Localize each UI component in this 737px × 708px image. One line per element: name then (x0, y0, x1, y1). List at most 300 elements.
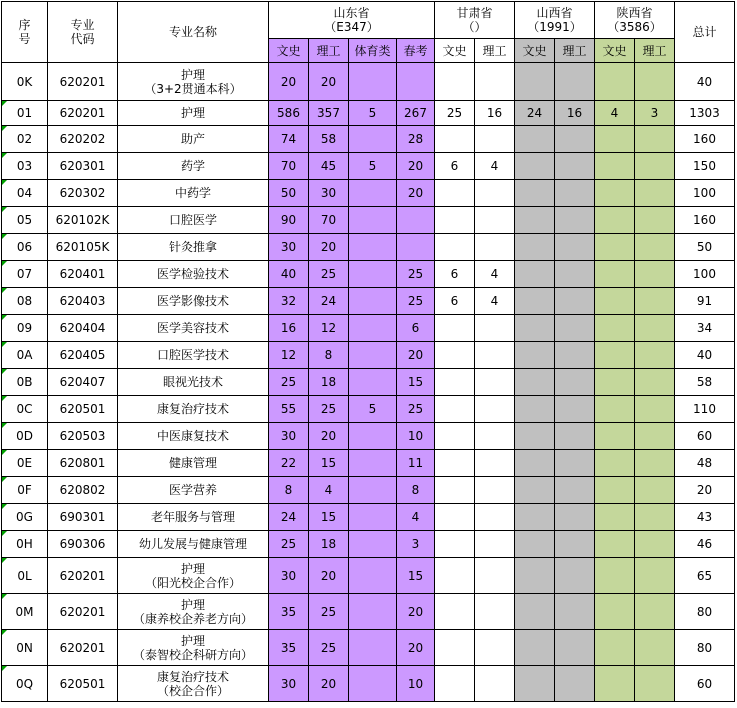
cell-shandong-ligong[interactable]: 20 (309, 558, 349, 594)
cell-shanxi-wenshi[interactable] (515, 504, 555, 531)
cell-shandong-ligong[interactable]: 24 (309, 288, 349, 315)
cell-total[interactable]: 58 (675, 369, 735, 396)
cell-gansu-ligong[interactable] (475, 342, 515, 369)
cell-major-name[interactable]: 医学影像技术 (118, 288, 269, 315)
cell-shandong-ligong[interactable]: 58 (309, 126, 349, 153)
cell-seq[interactable]: 0M (2, 594, 48, 630)
cell-shandong-ligong[interactable]: 25 (309, 261, 349, 288)
cell-shandong-tiyu[interactable] (349, 666, 397, 702)
cell-shanxi-wenshi[interactable] (515, 396, 555, 423)
cell-shanxi-wenshi[interactable] (515, 315, 555, 342)
cell-total[interactable]: 34 (675, 315, 735, 342)
cell-total[interactable]: 80 (675, 630, 735, 666)
cell-code[interactable]: 620201 (48, 101, 118, 126)
cell-shandong-wenshi[interactable]: 30 (269, 234, 309, 261)
cell-shandong-chunkao[interactable]: 11 (397, 450, 435, 477)
cell-code[interactable]: 620407 (48, 369, 118, 396)
cell-major-name[interactable]: 护理 (118, 101, 269, 126)
cell-shaanxi-wenshi[interactable] (595, 180, 635, 207)
cell-shaanxi-ligong[interactable] (635, 63, 675, 101)
cell-shandong-wenshi[interactable]: 25 (269, 369, 309, 396)
cell-shandong-ligong[interactable]: 15 (309, 504, 349, 531)
cell-shanxi-ligong[interactable] (555, 450, 595, 477)
cell-shaanxi-wenshi[interactable] (595, 666, 635, 702)
cell-shandong-wenshi[interactable]: 35 (269, 630, 309, 666)
cell-shandong-chunkao[interactable]: 3 (397, 531, 435, 558)
cell-shandong-wenshi[interactable]: 74 (269, 126, 309, 153)
cell-shanxi-wenshi[interactable] (515, 666, 555, 702)
cell-shanxi-ligong[interactable] (555, 342, 595, 369)
cell-shanxi-ligong[interactable] (555, 531, 595, 558)
cell-shaanxi-wenshi[interactable] (595, 504, 635, 531)
cell-shanxi-wenshi[interactable] (515, 450, 555, 477)
cell-gansu-ligong[interactable] (475, 369, 515, 396)
cell-shanxi-ligong[interactable] (555, 315, 595, 342)
cell-shandong-tiyu[interactable] (349, 630, 397, 666)
cell-gansu-ligong[interactable] (475, 666, 515, 702)
cell-shandong-chunkao[interactable] (397, 207, 435, 234)
cell-shandong-tiyu[interactable] (349, 126, 397, 153)
cell-shandong-ligong[interactable]: 20 (309, 666, 349, 702)
cell-shanxi-ligong[interactable] (555, 63, 595, 101)
cell-shandong-tiyu[interactable] (349, 369, 397, 396)
cell-gansu-wenshi[interactable] (435, 315, 475, 342)
cell-shaanxi-wenshi[interactable] (595, 630, 635, 666)
cell-shandong-tiyu[interactable] (349, 477, 397, 504)
cell-shaanxi-wenshi[interactable] (595, 315, 635, 342)
cell-gansu-wenshi[interactable] (435, 666, 475, 702)
cell-gansu-ligong[interactable] (475, 396, 515, 423)
cell-shandong-ligong[interactable]: 12 (309, 315, 349, 342)
cell-shandong-wenshi[interactable]: 32 (269, 288, 309, 315)
cell-shanxi-wenshi[interactable] (515, 63, 555, 101)
cell-total[interactable]: 100 (675, 180, 735, 207)
cell-code[interactable]: 620201 (48, 630, 118, 666)
cell-gansu-wenshi[interactable]: 6 (435, 153, 475, 180)
cell-seq[interactable]: 07 (2, 261, 48, 288)
cell-shandong-chunkao[interactable]: 20 (397, 180, 435, 207)
cell-seq[interactable]: 0C (2, 396, 48, 423)
cell-gansu-ligong[interactable]: 16 (475, 101, 515, 126)
cell-seq[interactable]: 0L (2, 558, 48, 594)
cell-total[interactable]: 43 (675, 504, 735, 531)
cell-shandong-tiyu[interactable] (349, 234, 397, 261)
cell-shandong-tiyu[interactable] (349, 504, 397, 531)
cell-shandong-wenshi[interactable]: 35 (269, 594, 309, 630)
cell-shaanxi-wenshi[interactable] (595, 396, 635, 423)
cell-shandong-wenshi[interactable]: 12 (269, 342, 309, 369)
cell-shandong-chunkao[interactable]: 267 (397, 101, 435, 126)
cell-shaanxi-wenshi[interactable] (595, 288, 635, 315)
cell-shandong-ligong[interactable]: 25 (309, 396, 349, 423)
cell-shandong-chunkao[interactable]: 10 (397, 666, 435, 702)
cell-shandong-ligong[interactable]: 18 (309, 369, 349, 396)
cell-code[interactable]: 620105K (48, 234, 118, 261)
cell-shanxi-ligong[interactable] (555, 594, 595, 630)
cell-gansu-ligong[interactable] (475, 207, 515, 234)
cell-major-name[interactable]: 护理 （泰智校企科研方向） (118, 630, 269, 666)
cell-shanxi-wenshi[interactable] (515, 288, 555, 315)
cell-shanxi-ligong[interactable] (555, 288, 595, 315)
cell-shaanxi-ligong[interactable] (635, 180, 675, 207)
cell-major-name[interactable]: 针灸推拿 (118, 234, 269, 261)
cell-shanxi-ligong[interactable] (555, 261, 595, 288)
cell-shaanxi-wenshi[interactable]: 4 (595, 101, 635, 126)
cell-shandong-ligong[interactable]: 45 (309, 153, 349, 180)
cell-shanxi-wenshi[interactable] (515, 342, 555, 369)
cell-seq[interactable]: 08 (2, 288, 48, 315)
cell-code[interactable]: 690306 (48, 531, 118, 558)
cell-code[interactable]: 690301 (48, 504, 118, 531)
cell-seq[interactable]: 0A (2, 342, 48, 369)
cell-gansu-ligong[interactable]: 4 (475, 288, 515, 315)
cell-shanxi-ligong[interactable] (555, 666, 595, 702)
cell-total[interactable]: 20 (675, 477, 735, 504)
cell-shandong-ligong[interactable]: 25 (309, 630, 349, 666)
cell-total[interactable]: 65 (675, 558, 735, 594)
cell-shanxi-ligong[interactable] (555, 558, 595, 594)
cell-code[interactable]: 620802 (48, 477, 118, 504)
cell-gansu-ligong[interactable] (475, 630, 515, 666)
cell-shandong-tiyu[interactable] (349, 63, 397, 101)
cell-shandong-ligong[interactable]: 25 (309, 594, 349, 630)
cell-shanxi-wenshi[interactable] (515, 369, 555, 396)
cell-shanxi-ligong[interactable] (555, 234, 595, 261)
cell-code[interactable]: 620201 (48, 558, 118, 594)
cell-shandong-tiyu[interactable] (349, 180, 397, 207)
cell-shandong-chunkao[interactable] (397, 63, 435, 101)
cell-shandong-chunkao[interactable]: 6 (397, 315, 435, 342)
cell-total[interactable]: 91 (675, 288, 735, 315)
cell-shandong-tiyu[interactable] (349, 594, 397, 630)
cell-shandong-ligong[interactable]: 4 (309, 477, 349, 504)
cell-shaanxi-wenshi[interactable] (595, 234, 635, 261)
cell-major-name[interactable]: 口腔医学 (118, 207, 269, 234)
cell-gansu-ligong[interactable] (475, 126, 515, 153)
cell-shandong-wenshi[interactable]: 55 (269, 396, 309, 423)
cell-shandong-tiyu[interactable] (349, 261, 397, 288)
cell-gansu-wenshi[interactable] (435, 531, 475, 558)
cell-shanxi-ligong[interactable]: 16 (555, 101, 595, 126)
cell-major-name[interactable]: 药学 (118, 153, 269, 180)
cell-shandong-chunkao[interactable] (397, 234, 435, 261)
cell-shaanxi-ligong[interactable] (635, 261, 675, 288)
cell-shandong-chunkao[interactable]: 28 (397, 126, 435, 153)
cell-total[interactable]: 110 (675, 396, 735, 423)
cell-shandong-chunkao[interactable]: 10 (397, 423, 435, 450)
cell-code[interactable]: 620405 (48, 342, 118, 369)
cell-gansu-wenshi[interactable] (435, 369, 475, 396)
cell-shandong-tiyu[interactable] (349, 342, 397, 369)
cell-shandong-wenshi[interactable]: 16 (269, 315, 309, 342)
cell-seq[interactable]: 04 (2, 180, 48, 207)
cell-shaanxi-wenshi[interactable] (595, 369, 635, 396)
cell-shandong-wenshi[interactable]: 20 (269, 63, 309, 101)
cell-seq[interactable]: 06 (2, 234, 48, 261)
cell-shandong-chunkao[interactable]: 20 (397, 153, 435, 180)
cell-total[interactable]: 160 (675, 207, 735, 234)
cell-shaanxi-wenshi[interactable] (595, 450, 635, 477)
cell-shandong-ligong[interactable]: 8 (309, 342, 349, 369)
cell-total[interactable]: 60 (675, 423, 735, 450)
cell-shandong-ligong[interactable]: 15 (309, 450, 349, 477)
cell-seq[interactable]: 02 (2, 126, 48, 153)
cell-seq[interactable]: 0K (2, 63, 48, 101)
cell-major-name[interactable]: 中药学 (118, 180, 269, 207)
cell-shaanxi-wenshi[interactable] (595, 342, 635, 369)
cell-major-name[interactable]: 口腔医学技术 (118, 342, 269, 369)
cell-gansu-wenshi[interactable] (435, 396, 475, 423)
cell-shaanxi-ligong[interactable]: 3 (635, 101, 675, 126)
cell-total[interactable]: 150 (675, 153, 735, 180)
cell-shandong-ligong[interactable]: 357 (309, 101, 349, 126)
cell-shaanxi-ligong[interactable] (635, 288, 675, 315)
cell-shaanxi-ligong[interactable] (635, 477, 675, 504)
cell-shanxi-wenshi[interactable]: 24 (515, 101, 555, 126)
cell-shandong-wenshi[interactable]: 40 (269, 261, 309, 288)
cell-gansu-wenshi[interactable] (435, 207, 475, 234)
cell-seq[interactable]: 05 (2, 207, 48, 234)
cell-shaanxi-ligong[interactable] (635, 153, 675, 180)
cell-shandong-tiyu[interactable]: 5 (349, 396, 397, 423)
cell-shandong-tiyu[interactable] (349, 423, 397, 450)
cell-code[interactable]: 620404 (48, 315, 118, 342)
cell-gansu-wenshi[interactable]: 6 (435, 288, 475, 315)
cell-shanxi-ligong[interactable] (555, 477, 595, 504)
cell-shandong-wenshi[interactable]: 30 (269, 558, 309, 594)
cell-shanxi-ligong[interactable] (555, 180, 595, 207)
cell-gansu-ligong[interactable] (475, 450, 515, 477)
cell-shaanxi-ligong[interactable] (635, 369, 675, 396)
cell-shandong-chunkao[interactable]: 25 (397, 288, 435, 315)
cell-shanxi-ligong[interactable] (555, 369, 595, 396)
cell-gansu-wenshi[interactable] (435, 558, 475, 594)
cell-gansu-ligong[interactable]: 4 (475, 153, 515, 180)
cell-major-name[interactable]: 医学营养 (118, 477, 269, 504)
cell-total[interactable]: 40 (675, 63, 735, 101)
cell-code[interactable]: 620302 (48, 180, 118, 207)
cell-shandong-chunkao[interactable]: 20 (397, 594, 435, 630)
cell-gansu-ligong[interactable] (475, 558, 515, 594)
cell-major-name[interactable]: 护理 （阳光校企合作） (118, 558, 269, 594)
cell-shaanxi-ligong[interactable] (635, 315, 675, 342)
cell-seq[interactable]: 0N (2, 630, 48, 666)
cell-code[interactable]: 620501 (48, 666, 118, 702)
cell-major-name[interactable]: 康复治疗技术 （校企合作） (118, 666, 269, 702)
cell-gansu-wenshi[interactable] (435, 504, 475, 531)
cell-shanxi-ligong[interactable] (555, 504, 595, 531)
cell-shaanxi-ligong[interactable] (635, 504, 675, 531)
cell-major-name[interactable]: 幼儿发展与健康管理 (118, 531, 269, 558)
cell-gansu-wenshi[interactable]: 6 (435, 261, 475, 288)
cell-shanxi-wenshi[interactable] (515, 531, 555, 558)
cell-major-name[interactable]: 健康管理 (118, 450, 269, 477)
cell-major-name[interactable]: 康复治疗技术 (118, 396, 269, 423)
cell-shandong-chunkao[interactable]: 25 (397, 261, 435, 288)
cell-gansu-wenshi[interactable] (435, 423, 475, 450)
cell-total[interactable]: 60 (675, 666, 735, 702)
cell-shanxi-wenshi[interactable] (515, 558, 555, 594)
cell-code[interactable]: 620301 (48, 153, 118, 180)
cell-code[interactable]: 620202 (48, 126, 118, 153)
cell-shanxi-ligong[interactable] (555, 207, 595, 234)
cell-code[interactable]: 620201 (48, 63, 118, 101)
cell-shaanxi-wenshi[interactable] (595, 63, 635, 101)
cell-shanxi-ligong[interactable] (555, 630, 595, 666)
cell-seq[interactable]: 01 (2, 101, 48, 126)
cell-gansu-wenshi[interactable] (435, 234, 475, 261)
cell-shandong-tiyu[interactable] (349, 558, 397, 594)
cell-gansu-ligong[interactable] (475, 315, 515, 342)
cell-shandong-chunkao[interactable]: 8 (397, 477, 435, 504)
cell-shandong-ligong[interactable]: 20 (309, 234, 349, 261)
cell-shaanxi-ligong[interactable] (635, 342, 675, 369)
cell-gansu-ligong[interactable] (475, 423, 515, 450)
cell-shaanxi-ligong[interactable] (635, 396, 675, 423)
cell-gansu-ligong[interactable] (475, 63, 515, 101)
cell-shanxi-ligong[interactable] (555, 396, 595, 423)
cell-seq[interactable]: 09 (2, 315, 48, 342)
cell-shaanxi-wenshi[interactable] (595, 207, 635, 234)
cell-gansu-wenshi[interactable] (435, 477, 475, 504)
cell-gansu-wenshi[interactable] (435, 180, 475, 207)
cell-shaanxi-ligong[interactable] (635, 126, 675, 153)
cell-code[interactable]: 620102K (48, 207, 118, 234)
cell-shandong-wenshi[interactable]: 70 (269, 153, 309, 180)
cell-code[interactable]: 620501 (48, 396, 118, 423)
cell-shaanxi-wenshi[interactable] (595, 477, 635, 504)
cell-gansu-wenshi[interactable] (435, 450, 475, 477)
cell-seq[interactable]: 0E (2, 450, 48, 477)
cell-shanxi-wenshi[interactable] (515, 153, 555, 180)
cell-seq[interactable]: 0H (2, 531, 48, 558)
cell-total[interactable]: 160 (675, 126, 735, 153)
cell-total[interactable]: 80 (675, 594, 735, 630)
cell-gansu-wenshi[interactable]: 25 (435, 101, 475, 126)
cell-total[interactable]: 46 (675, 531, 735, 558)
cell-shandong-ligong[interactable]: 18 (309, 531, 349, 558)
cell-major-name[interactable]: 中医康复技术 (118, 423, 269, 450)
cell-shaanxi-ligong[interactable] (635, 630, 675, 666)
cell-major-name[interactable]: 眼视光技术 (118, 369, 269, 396)
cell-seq[interactable]: 0G (2, 504, 48, 531)
cell-gansu-ligong[interactable] (475, 504, 515, 531)
cell-shaanxi-wenshi[interactable] (595, 423, 635, 450)
cell-shaanxi-ligong[interactable] (635, 558, 675, 594)
cell-shaanxi-ligong[interactable] (635, 423, 675, 450)
cell-major-name[interactable]: 助产 (118, 126, 269, 153)
cell-gansu-ligong[interactable] (475, 477, 515, 504)
cell-gansu-wenshi[interactable] (435, 630, 475, 666)
cell-shandong-tiyu[interactable] (349, 450, 397, 477)
cell-shandong-tiyu[interactable] (349, 207, 397, 234)
cell-gansu-wenshi[interactable] (435, 342, 475, 369)
cell-shandong-ligong[interactable]: 30 (309, 180, 349, 207)
cell-shanxi-wenshi[interactable] (515, 630, 555, 666)
cell-shandong-wenshi[interactable]: 30 (269, 666, 309, 702)
cell-shanxi-ligong[interactable] (555, 153, 595, 180)
cell-shaanxi-wenshi[interactable] (595, 261, 635, 288)
cell-shandong-chunkao[interactable]: 15 (397, 369, 435, 396)
cell-shaanxi-wenshi[interactable] (595, 594, 635, 630)
cell-shaanxi-wenshi[interactable] (595, 153, 635, 180)
cell-shandong-ligong[interactable]: 20 (309, 63, 349, 101)
cell-major-name[interactable]: 老年服务与管理 (118, 504, 269, 531)
cell-gansu-wenshi[interactable] (435, 594, 475, 630)
cell-shaanxi-ligong[interactable] (635, 594, 675, 630)
cell-shaanxi-wenshi[interactable] (595, 126, 635, 153)
cell-seq[interactable]: 0D (2, 423, 48, 450)
cell-shaanxi-ligong[interactable] (635, 207, 675, 234)
cell-code[interactable]: 620403 (48, 288, 118, 315)
cell-shaanxi-wenshi[interactable] (595, 531, 635, 558)
cell-shandong-chunkao[interactable]: 20 (397, 342, 435, 369)
cell-shaanxi-ligong[interactable] (635, 531, 675, 558)
cell-gansu-ligong[interactable] (475, 531, 515, 558)
cell-shanxi-wenshi[interactable] (515, 477, 555, 504)
cell-seq[interactable]: 03 (2, 153, 48, 180)
cell-shandong-tiyu[interactable]: 5 (349, 153, 397, 180)
cell-shanxi-wenshi[interactable] (515, 594, 555, 630)
cell-shandong-ligong[interactable]: 20 (309, 423, 349, 450)
cell-shandong-ligong[interactable]: 70 (309, 207, 349, 234)
cell-shanxi-wenshi[interactable] (515, 126, 555, 153)
cell-shandong-wenshi[interactable]: 24 (269, 504, 309, 531)
cell-shandong-tiyu[interactable] (349, 288, 397, 315)
cell-shandong-wenshi[interactable]: 90 (269, 207, 309, 234)
cell-shandong-wenshi[interactable]: 25 (269, 531, 309, 558)
cell-total[interactable]: 100 (675, 261, 735, 288)
cell-gansu-ligong[interactable] (475, 180, 515, 207)
cell-total[interactable]: 48 (675, 450, 735, 477)
cell-shandong-tiyu[interactable] (349, 531, 397, 558)
cell-total[interactable]: 1303 (675, 101, 735, 126)
cell-shandong-chunkao[interactable]: 15 (397, 558, 435, 594)
cell-major-name[interactable]: 护理 （康养校企养老方向） (118, 594, 269, 630)
cell-seq[interactable]: 0B (2, 369, 48, 396)
cell-shandong-chunkao[interactable]: 4 (397, 504, 435, 531)
cell-shanxi-wenshi[interactable] (515, 207, 555, 234)
cell-seq[interactable]: 0F (2, 477, 48, 504)
cell-shanxi-wenshi[interactable] (515, 180, 555, 207)
cell-gansu-ligong[interactable]: 4 (475, 261, 515, 288)
cell-shanxi-ligong[interactable] (555, 126, 595, 153)
cell-shaanxi-ligong[interactable] (635, 234, 675, 261)
cell-shandong-tiyu[interactable]: 5 (349, 101, 397, 126)
cell-code[interactable]: 620503 (48, 423, 118, 450)
cell-seq[interactable]: 0Q (2, 666, 48, 702)
cell-code[interactable]: 620201 (48, 594, 118, 630)
cell-shandong-wenshi[interactable]: 22 (269, 450, 309, 477)
cell-gansu-ligong[interactable] (475, 234, 515, 261)
cell-shandong-tiyu[interactable] (349, 315, 397, 342)
cell-shandong-wenshi[interactable]: 30 (269, 423, 309, 450)
cell-shandong-chunkao[interactable]: 20 (397, 630, 435, 666)
cell-shandong-wenshi[interactable]: 8 (269, 477, 309, 504)
cell-major-name[interactable]: 医学检验技术 (118, 261, 269, 288)
cell-gansu-wenshi[interactable] (435, 63, 475, 101)
cell-shanxi-wenshi[interactable] (515, 261, 555, 288)
cell-shaanxi-wenshi[interactable] (595, 558, 635, 594)
cell-code[interactable]: 620401 (48, 261, 118, 288)
cell-shandong-chunkao[interactable]: 25 (397, 396, 435, 423)
cell-shandong-wenshi[interactable]: 586 (269, 101, 309, 126)
cell-shanxi-ligong[interactable] (555, 423, 595, 450)
cell-gansu-ligong[interactable] (475, 594, 515, 630)
cell-shaanxi-ligong[interactable] (635, 450, 675, 477)
cell-shaanxi-ligong[interactable] (635, 666, 675, 702)
cell-shandong-wenshi[interactable]: 50 (269, 180, 309, 207)
